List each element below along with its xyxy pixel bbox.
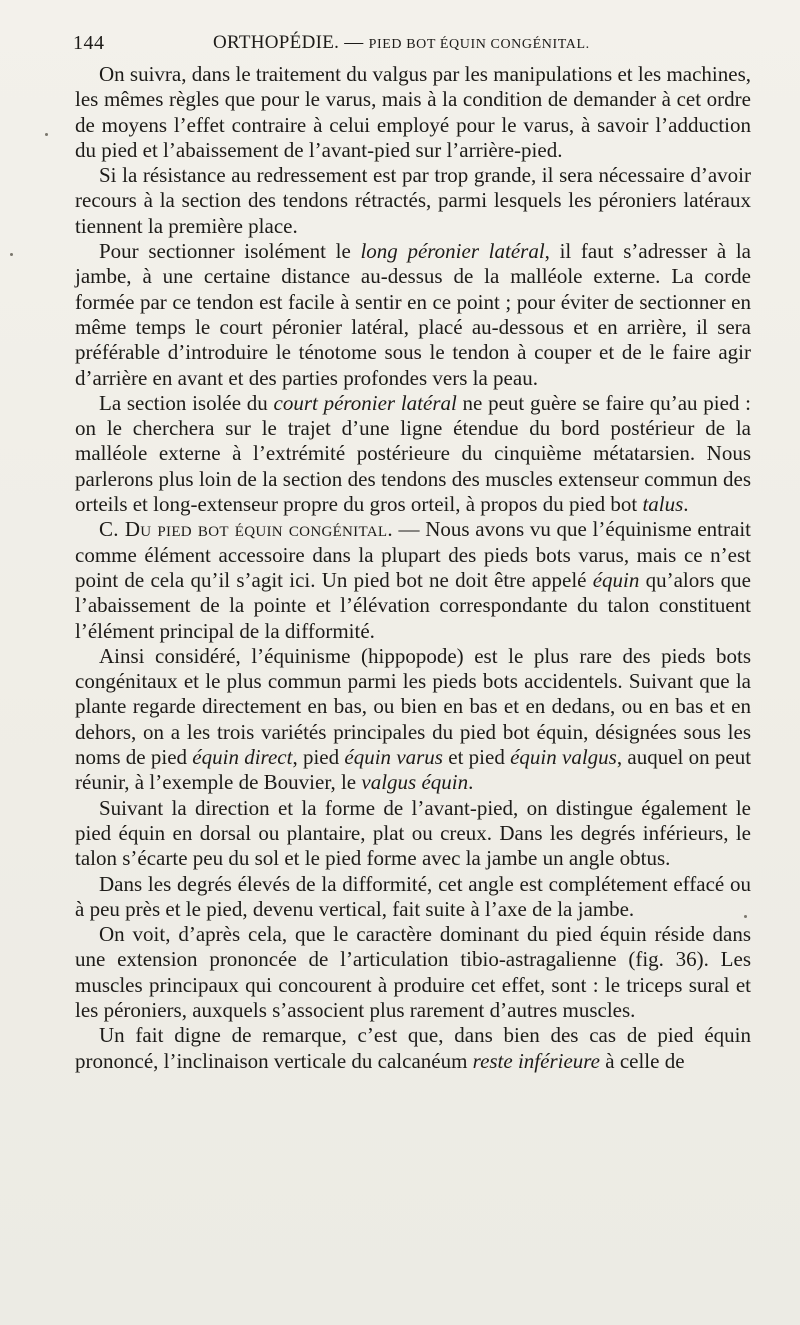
italic-term: équin	[592, 567, 640, 592]
paragraph	[75, 517, 751, 643]
text-run: On voit, d’après cela, que le caractère dominant du pied équin réside dans une extension prononcée de l’articulation tibio-astragalienne (fig. 36). Les muscles principaux qui concourent à produire cet effet, sont : le triceps sural et les péroniers, auxquels s’associent plus rarement d’autres muscles.	[75, 922, 751, 1022]
italic-term: équin direct	[192, 745, 293, 770]
chapter-subtitle: PIED BOT ÉQUIN CONGÉNITAL.	[368, 37, 590, 52]
paragraph	[75, 391, 751, 517]
paragraph	[75, 239, 751, 391]
text-run: Un fait digne de remarque, c’est que, dans bien des cas de pied équin prononcé, l’inclinaison verticale du calcanéum	[75, 1023, 751, 1073]
text-run: Ainsi considéré, l’équinisme (hippopode) est le plus rare des pieds bots congénitaux et le plus commun parmi les pieds bots accidentels. Suivant que la plante regarde directement en bas, ou bien en bas et en dedans, ou en bas et en dehors, on a les trois variétés principales du pied bot équin, désignées sous les noms de pied	[75, 643, 751, 770]
italic-term: long péronier latéral	[360, 239, 545, 264]
running-header	[73, 32, 753, 56]
paragraph	[75, 62, 751, 163]
book-title: ORTHOPÉDIE.	[213, 32, 340, 53]
text-run: qu’alors que l’abaissement de la pointe et l’élévation correspondante du talon constituent l’élément principal de la difformité.	[75, 567, 751, 643]
paragraph	[75, 796, 751, 872]
text-run: On suivra, dans le traitement du valgus par les manipulations et les machines, les mêmes règles que pour le varus, mais à la condition de demander à cet ordre de moyens l’effet contraire à celui employé pour le varus, à savoir l’adduction du pied et l’abaissement de l’avant-pied sur l’arrière-pied.	[75, 62, 752, 162]
paragraph	[75, 644, 751, 796]
text-run: La section isolée du	[99, 390, 274, 415]
text-run: Si la résistance au redressement est par trop grande, il sera nécessaire d’avoir recours à la section des tendons rétractés, parmi lesquels les péroniers latéraux tiennent la première place.	[75, 163, 751, 238]
paragraph	[75, 872, 751, 923]
margin-speck	[10, 253, 13, 256]
italic-term: reste inférieure	[472, 1048, 600, 1073]
margin-speck	[45, 133, 48, 136]
italic-term: équin valgus	[510, 745, 617, 770]
text-run: .	[468, 770, 474, 795]
paragraph	[75, 163, 751, 239]
text-run: , pied	[292, 745, 345, 770]
text-run: à celle de	[600, 1048, 685, 1073]
text-run: Dans les degrés élevés de la difformité, cet angle est complétement effacé ou à peu près et le pied, devenu vertical, fait suite à l’axe de la jambe.	[75, 871, 751, 921]
section-heading: C. Du pied bot équin congénital.	[99, 517, 393, 542]
paragraph	[75, 922, 751, 1023]
italic-term: valgus équin	[361, 770, 469, 795]
paragraph	[75, 1023, 751, 1074]
italic-term: talus	[642, 492, 684, 517]
margin-speck	[744, 915, 747, 918]
text-run: , il faut s’adresser à la jambe, à une certaine distance au-dessus de la malléole externe. La corde formée par ce tendon est facile à sentir en ce point ; pour éviter de sectionner en même temps le court péronier latéral, placé au-dessous et en arrière, il sera préférable d’introduire le ténotome sous le tendon à couper et de le faire agir d’arrière en avant et des parties profondes vers la peau.	[75, 239, 752, 390]
text-run: , auquel on peut réunir, à l’exemple de Bouvier, le	[75, 745, 752, 795]
text-run: ne peut guère se faire qu’au pied : on le cherchera sur le trajet d’une ligne étendue du bord postérieur de la malléole externe à l’extrémité postérieure du cinquième métatarsien. Nous parlerons plus loin de la section des tendons des muscles extenseur commun des orteils et long-extenseur propre du gros orteil, à propos du pied bot	[75, 390, 751, 517]
text-run: .	[683, 492, 689, 517]
italic-term: équin varus	[344, 745, 443, 770]
text-run: Pour sectionner isolément le	[99, 239, 361, 264]
running-title	[213, 32, 590, 54]
title-separator: —	[344, 32, 364, 53]
text-run: Suivant la direction et la forme de l’avant-pied, on distingue également le pied équin en dorsal ou plantaire, plat ou creux. Dans les degrés inférieurs, le talon s’écarte peu du sol et le pied forme avec la jambe un angle obtus.	[75, 795, 751, 871]
page-number: 144	[73, 32, 105, 54]
text-run: — Nous avons vu que l’équinisme entrait comme élément accessoire dans la plupart des pieds bots varus, mais ce n’est point de cela qu’il s’agit ici. Un pied bot ne doit être appelé	[75, 517, 752, 592]
body-text	[75, 62, 751, 1074]
text-run: et pied	[442, 745, 511, 770]
italic-term: court péronier latéral	[273, 390, 457, 415]
